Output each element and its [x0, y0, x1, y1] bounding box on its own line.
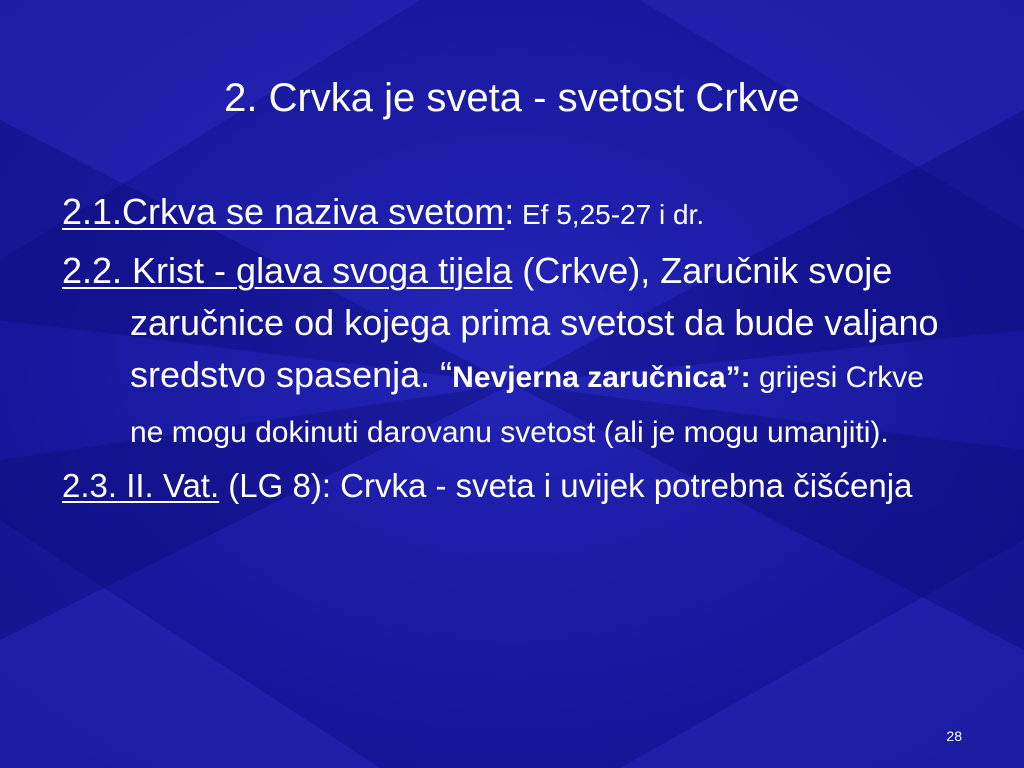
slide-title: 2. Crvka je sveta - svetost Crkve — [224, 76, 800, 120]
item-2-2-text-a: (Crkve), Zaručnik svoje zaručnice od kojega prima svetost da bude valjano sredstvo spasenja. “ — [130, 250, 939, 395]
item-2-1-label: 2.1.Crkva se naziva svetom — [62, 191, 505, 232]
item-2-2-text-b: grijesi Crkve ne mogu dokinuti darovanu svetost (ali je mogu umanjiti). — [130, 361, 924, 449]
item-2-1 — [62, 190, 962, 237]
item-2-3-text: (LG 8): Crvka - sveta i uvijek potrebna čišćenja — [219, 467, 913, 504]
item-2-3-label: 2.3. II. Vat. — [62, 467, 220, 504]
item-2-1-reference: Ef 5,25-27 i dr. — [514, 199, 705, 230]
item-2-1-colon: : — [504, 191, 515, 232]
item-2-2-label: 2.2. Krist - glava svoga tijela — [62, 250, 513, 291]
page-number: 28 — [946, 728, 962, 744]
item-2-3 — [62, 465, 962, 507]
slide-body — [62, 190, 962, 507]
item-2-2 — [62, 245, 962, 457]
item-2-2-bold-text: Nevjerna zaručnica”: — [452, 361, 751, 394]
